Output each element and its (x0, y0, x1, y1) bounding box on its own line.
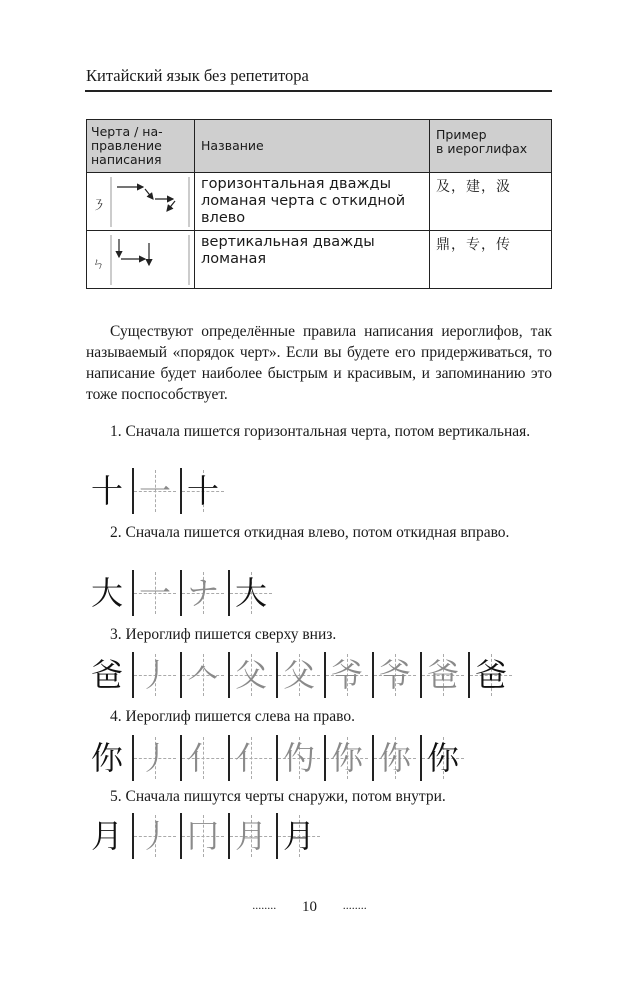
rule-1-text: 1. Сначала пишется горизонтальная черта, потом вертикальная. (110, 423, 531, 440)
character-cell (230, 654, 272, 696)
character-cell (86, 654, 128, 696)
character-cell (182, 572, 224, 614)
stroke-order-character: 爷 (330, 656, 363, 694)
stroke-examples: 及，建，汲 (430, 173, 552, 231)
header-name: Название (195, 120, 430, 173)
stroke-order-character: 一 (138, 472, 171, 510)
stroke-direction-arrows (109, 235, 191, 285)
page-footer (0, 898, 619, 916)
stroke-order-character: 丿 (138, 817, 171, 855)
stroke-order-character: 十 (186, 472, 219, 510)
character-cell (182, 815, 224, 857)
stroke-order-character: 你 (378, 739, 411, 777)
character-cell (134, 572, 176, 614)
stroke-order-character: 父 (282, 656, 315, 694)
stroke-figure-cell (87, 231, 195, 289)
stroke-order-character: 大 (234, 574, 267, 612)
character-cell (374, 737, 416, 779)
stroke-order-character: 月 (282, 817, 315, 855)
character-cell (134, 815, 176, 857)
header-stroke: Черта / на-правление написания (87, 120, 195, 173)
character-cell (326, 654, 368, 696)
header-example (430, 120, 552, 173)
stroke-order-character: 丿 (138, 739, 171, 777)
footer-dots-right: ........ (342, 898, 367, 912)
character-cell (422, 737, 464, 779)
character-cell (230, 572, 272, 614)
stroke-order-character: 父 (234, 656, 267, 694)
character-cell (470, 654, 512, 696)
stroke-order-character: 你 (426, 739, 459, 777)
stroke-order-character: 爷 (378, 656, 411, 694)
rule-4-text: 4. Иероглиф пишется слева на право. (110, 708, 356, 725)
character-cell (86, 815, 128, 857)
stroke-order-character: 爸 (474, 656, 507, 694)
character-cell (230, 737, 272, 779)
running-header: Китайский язык без репетитора (86, 66, 309, 85)
stroke-order-character: ナ (186, 574, 219, 612)
footer-dots-left: ........ (252, 898, 277, 912)
stroke-glyph: ㇋ (92, 199, 106, 214)
table-header-row (87, 120, 552, 173)
stroke-order-character: 仢 (282, 739, 315, 777)
character-cell (422, 654, 464, 696)
stroke-order-character: 大 (90, 574, 123, 612)
character-cell (182, 470, 224, 512)
character-cell (86, 737, 128, 779)
stroke-glyph: ㄣ (92, 257, 106, 272)
stroke-table (86, 119, 552, 289)
stroke-order-character: 丿 (138, 656, 171, 694)
header-example-line2: в иероглифах (436, 141, 528, 156)
stroke-examples: 鼎，专，传 (430, 231, 552, 289)
header-example-line1: Пример (436, 127, 487, 142)
character-cell (134, 654, 176, 696)
character-cell (374, 654, 416, 696)
stroke-order-character: 亻 (186, 739, 219, 777)
stroke-name: вертикальная дважды ломаная (195, 231, 430, 289)
character-cell (134, 737, 176, 779)
character-cell (230, 815, 272, 857)
page-number: 10 (302, 899, 317, 915)
rule-5-text: 5. Сначала пишутся черты снаружи, потом внутри. (110, 788, 446, 805)
character-cell (182, 654, 224, 696)
rule-2-text: 2. Сначала пишется откидная влево, потом откидная вправо. (110, 524, 510, 541)
character-cell (278, 737, 320, 779)
character-cell (86, 470, 128, 512)
character-cell (182, 737, 224, 779)
table-row (87, 231, 552, 289)
rule-3-text: 3. Иероглиф пишется сверху вниз. (110, 626, 337, 643)
stroke-order-character: 月 (234, 817, 267, 855)
stroke-order-character: 你 (90, 739, 123, 777)
character-cell (134, 470, 176, 512)
stroke-figure-cell (87, 173, 195, 231)
stroke-order-character: 你 (330, 739, 363, 777)
character-cell (278, 815, 320, 857)
stroke-order-character: 十 (90, 472, 123, 510)
header-rule (85, 90, 552, 92)
stroke-order-character: 亻 (234, 739, 267, 777)
character-cell (86, 572, 128, 614)
character-cell (278, 654, 320, 696)
stroke-direction-arrows (109, 177, 191, 227)
stroke-name: горизонтальная дважды ломаная черта с откидной влево (195, 173, 430, 231)
stroke-order-character: 冂 (186, 817, 219, 855)
stroke-order-character: 一 (138, 574, 171, 612)
table-row (87, 173, 552, 231)
stroke-order-character: 爸 (426, 656, 459, 694)
stroke-order-character: 月 (90, 817, 123, 855)
intro-paragraph (86, 321, 552, 405)
intro-text: Существуют определённые правила написания иероглифов, так называемый «порядок черт». Если вы будете его придерживаться, то написание будет наиболее быстрым и красивым, и запоминанию это тоже поспособствует. (86, 323, 552, 403)
stroke-order-character: 𠆢 (186, 656, 219, 694)
character-cell (326, 737, 368, 779)
stroke-order-character: 爸 (90, 656, 123, 694)
